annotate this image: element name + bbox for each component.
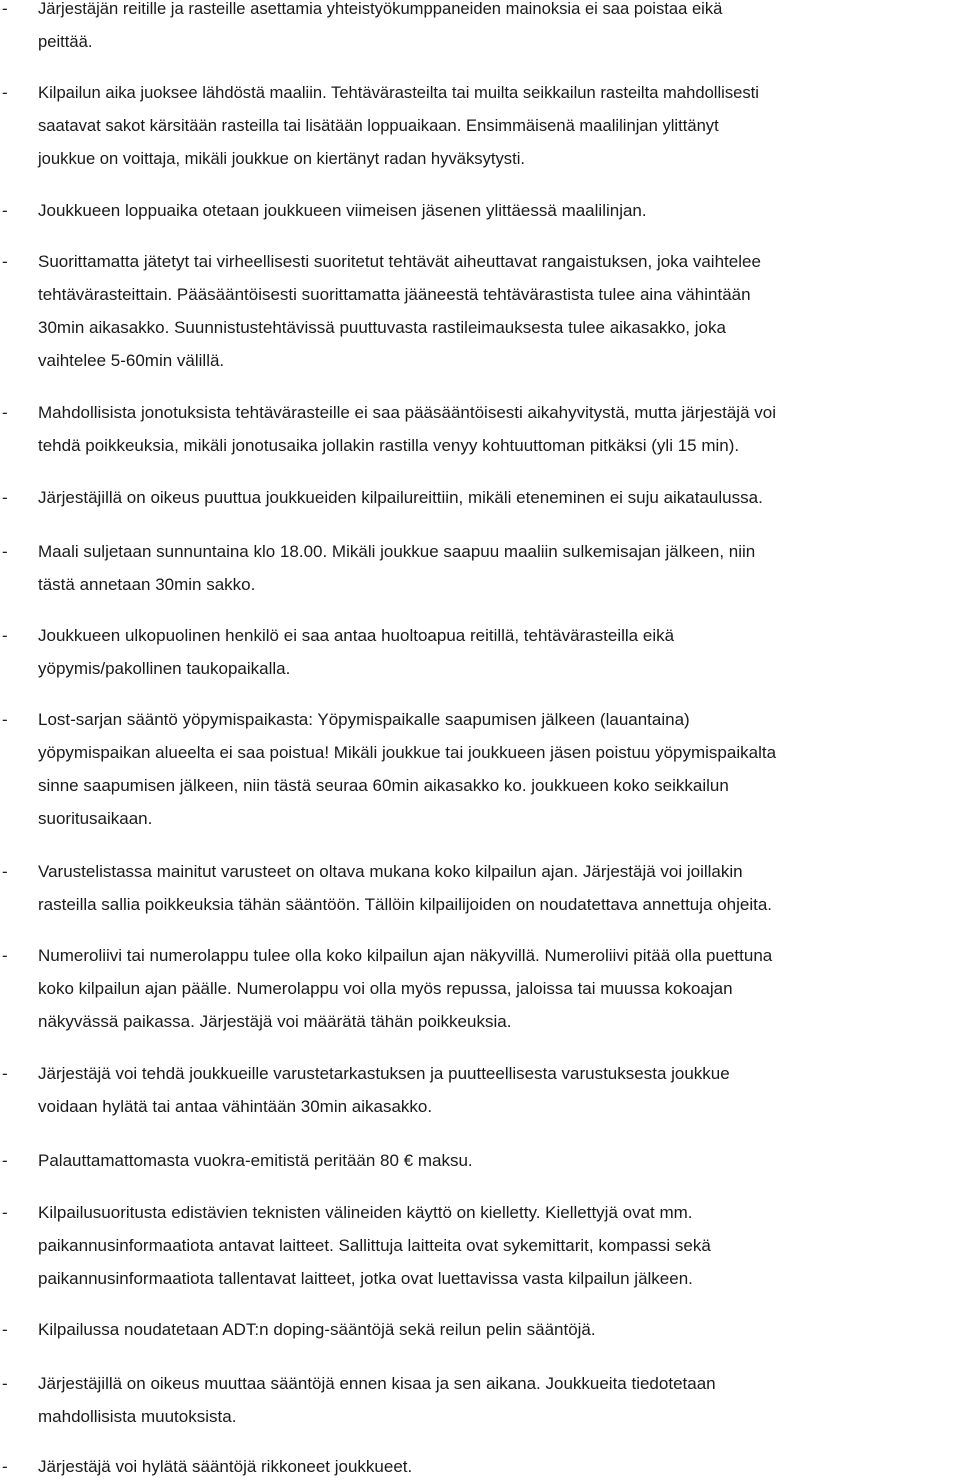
rule-line: Järjestäjä voi hylätä sääntöjä rikkoneet joukkueet. <box>38 1457 413 1476</box>
bullet-dash: - <box>2 946 8 965</box>
bullet-dash: - <box>2 1457 8 1476</box>
rule-line: paikannusinformaatiota tallentavat laitteet, jotka ovat luettavissa vasta kilpailun jälkeen. <box>38 1269 693 1288</box>
rule-line: voidaan hylätä tai antaa vähintään 30min aikasakko. <box>38 1097 433 1116</box>
rule-text <box>38 1144 960 1177</box>
rule-line: Joukkueen ulkopuolinen henkilö ei saa antaa huoltoapua reitillä, tehtävärasteilla eikä <box>38 626 675 645</box>
rule-text <box>38 1313 960 1346</box>
bullet-dash: - <box>2 710 8 729</box>
rule-line: Järjestäjä voi tehdä joukkueille varustetarkastuksen ja puutteellisesta varustuksesta joukkue <box>38 1064 730 1083</box>
rule-line: Suorittamatta jätetyt tai virheellisesti suoritetut tehtävät aiheuttavat rangaistuksen, joka vaihtelee <box>38 252 761 271</box>
rule-text <box>38 76 960 175</box>
rule-text <box>38 535 960 601</box>
rule-text <box>38 1367 960 1433</box>
rule-line: Joukkueen loppuaika otetaan joukkueen viimeisen jäsenen ylittäessä maalilinjan. <box>38 201 647 220</box>
rule-line: näkyvässä paikassa. Järjestäjä voi määrätä tähän poikkeuksia. <box>38 1012 512 1031</box>
rule-text <box>38 245 960 377</box>
rule-line: tehdä poikkeuksia, mikäli jonotusaika jollakin rastilla venyy kohtuuttoman pitkäksi (yli 15 min). <box>38 436 740 455</box>
rule-line: yöpymis/pakollinen taukopaikalla. <box>38 659 291 678</box>
rule-line: saatavat sakot kärsitään rasteilla tai lisätään loppuaikaan. Ensimmäisenä maalilinjan ylittänyt <box>38 116 719 135</box>
bullet-dash: - <box>2 862 8 881</box>
rule-text <box>38 1196 960 1295</box>
rule-line: Kilpailusuoritusta edistävien teknisten välineiden käyttö on kielletty. Kiellettyjä ovat mm. <box>38 1203 693 1222</box>
bullet-dash: - <box>2 1374 8 1393</box>
rule-line: rasteilla sallia poikkeuksia tähän sääntöön. Tällöin kilpailijoiden on noudatettava annettuja ohjeita. <box>38 895 773 914</box>
rule-text <box>38 855 960 921</box>
rule-line: joukkue on voittaja, mikäli joukkue on kiertänyt radan hyväksytysti. <box>38 149 525 168</box>
rule-line: Järjestäjän reitille ja rasteille asettamia yhteistyökumppaneiden mainoksia ei saa poistaa eikä <box>38 0 723 18</box>
rule-line: koko kilpailun ajan päälle. Numerolappu voi olla myös repussa, jaloissa tai muussa kokoajan <box>38 979 733 998</box>
bullet-dash: - <box>2 488 8 507</box>
rule-line: Kilpailun aika juoksee lähdöstä maaliin. Tehtävärasteilta tai muilta seikkailun rasteilta mahdollisesti <box>38 83 759 102</box>
rule-text <box>38 396 960 462</box>
rule-line: Palauttamattomasta vuokra-emitistä peritään 80 € maksu. <box>38 1151 473 1170</box>
bullet-dash: - <box>2 403 8 422</box>
rule-text <box>38 194 960 227</box>
rule-text <box>38 1057 960 1123</box>
rule-line: Mahdollisista jonotuksista tehtävärasteille ei saa pääsääntöisesti aikahyvitystä, mutta järjestäjä voi <box>38 403 776 422</box>
rule-line: 30min aikasakko. Suunnistustehtävissä puuttuvasta rastileimauksesta tulee aikasakko, joka <box>38 318 726 337</box>
rule-line: tästä annetaan 30min sakko. <box>38 575 256 594</box>
bullet-dash: - <box>2 252 8 271</box>
bullet-dash: - <box>2 0 8 18</box>
rule-line: tehtävärasteittain. Pääsääntöisesti suorittamatta jääneestä tehtävärastista tulee aina vähintään <box>38 285 751 304</box>
rule-line: paikannusinformaatiota antavat laitteet. Sallittuja laitteita ovat sykemittarit, kompassi sekä <box>38 1236 711 1255</box>
rule-text <box>38 703 960 835</box>
rule-line: mahdollisista muutoksista. <box>38 1407 237 1426</box>
bullet-dash: - <box>2 1320 8 1339</box>
rule-line: Kilpailussa noudatetaan ADT:n doping-sääntöjä sekä reilun pelin sääntöjä. <box>38 1320 596 1339</box>
rule-line: Lost-sarjan sääntö yöpymispaikasta: Yöpymispaikalle saapumisen jälkeen (lauantaina) <box>38 710 690 729</box>
rule-line: yöpymispaikan alueelta ei saa poistua! Mikäli joukkue tai joukkueen jäsen poistuu yöpymispaikalta <box>38 743 777 762</box>
bullet-dash: - <box>2 1203 8 1222</box>
bullet-dash: - <box>2 1151 8 1170</box>
rule-text <box>38 1450 960 1483</box>
bullet-dash: - <box>2 201 8 220</box>
bullet-dash: - <box>2 626 8 645</box>
rule-text <box>38 619 960 685</box>
rule-line: Varustelistassa mainitut varusteet on oltava mukana koko kilpailun ajan. Järjestäjä voi joillakin <box>38 862 743 881</box>
rule-line: Maali suljetaan sunnuntaina klo 18.00. Mikäli joukkue saapuu maaliin sulkemisajan jälkeen, niin <box>38 542 756 561</box>
rule-line: suoritusaikaan. <box>38 809 153 828</box>
rule-line: sinne saapumisen jälkeen, niin tästä seuraa 60min aikasakko ko. joukkueen koko seikkailun <box>38 776 729 795</box>
bullet-dash: - <box>2 542 8 561</box>
rule-text <box>38 481 960 514</box>
rule-line: Järjestäjillä on oikeus puuttua joukkueiden kilpailureittiin, mikäli eteneminen ei suju aikataulussa. <box>38 488 763 507</box>
rule-line: Numeroliivi tai numerolappu tulee olla koko kilpailun ajan näkyvillä. Numeroliivi pitää olla puettuna <box>38 946 773 965</box>
rule-line: vaihtelee 5-60min välillä. <box>38 351 225 370</box>
bullet-dash: - <box>2 1064 8 1083</box>
rule-text <box>38 0 960 58</box>
rule-line: Järjestäjillä on oikeus muuttaa sääntöjä ennen kisaa ja sen aikana. Joukkueita tiedotetaan <box>38 1374 716 1393</box>
rule-line: peittää. <box>38 32 93 51</box>
bullet-dash: - <box>2 83 8 102</box>
rule-text <box>38 939 960 1038</box>
